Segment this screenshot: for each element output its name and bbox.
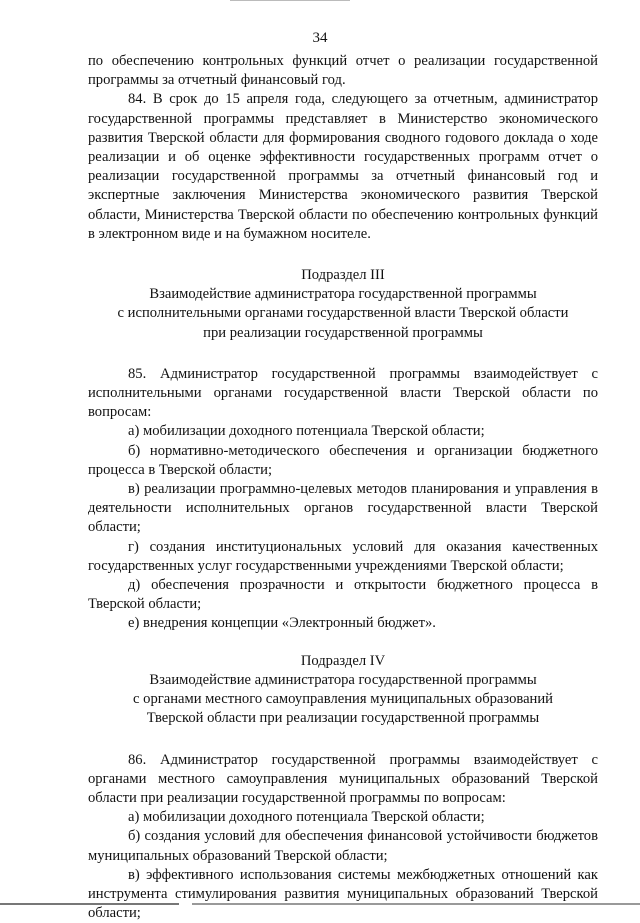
paragraph-84: 84. В срок до 15 апреля года, следующего за отчетным, администратор государственной программы представляет в Министерство экономического развития Тверской области для формирования сводного годового доклада о ходе реализации и об оценке эффективности государственных программ отчет о реализации государственной программы за отчетный финансовый год и экспертные заключения Министерства экономического развития Тверской области, Министерства Тверской области по обеспечению контрольных функций в электронном виде и на бумажном носителе.	[88, 91, 598, 242]
paragraph-85-intro: 85. Администратор государственной программы взаимодействует с исполнительными органами государственной власти Тверской области по вопросам:	[88, 365, 598, 421]
scan-edge-top	[230, 0, 350, 1]
subsection-3-title: Подраздел III	[301, 267, 385, 284]
subsection-4-line-3: Тверской области при реализации государственной программы	[146, 710, 540, 727]
subsection-4-line-2: с органами местного самоуправления муниципальных образований	[133, 691, 553, 708]
document-body	[88, 52, 598, 923]
page-number: 34	[312, 30, 328, 46]
subsection-3-line-1: Взаимодействие администратора государственной программы	[149, 286, 537, 303]
subsection-3-line-3: при реализации государственной программы	[203, 324, 483, 341]
subsection-4-heading	[88, 652, 598, 729]
paragraph-86-item-b: б) создания условий для обеспечения финансовой устойчивости бюджетов муниципальных образований Тверской области;	[88, 828, 598, 864]
paragraph-85-item-d: д) обеспечения прозрачности и открытости бюджетного процесса в Тверской области;	[88, 577, 598, 613]
paragraph-85-item-e: е) внедрения концепции «Электронный бюджет».	[128, 615, 436, 632]
subsection-4-title: Подраздел IV	[300, 652, 386, 669]
subsection-3-heading	[88, 266, 598, 343]
paragraph-86-item-a: а) мобилизации доходного потенциала Тверской области;	[128, 809, 485, 826]
paragraph-85-item-v: в) реализации программно-целевых методов планирования и управления в деятельности исполнительных органов государственной власти Тверской области;	[88, 481, 598, 536]
paragraph-85-item-b: б) нормативно-методического обеспечения и организации бюджетного процесса в Тверской области;	[88, 442, 598, 478]
subsection-3-line-2: с исполнительными органами государственной власти Тверской области	[117, 305, 569, 322]
subsection-4-line-1: Взаимодействие администратора государственной программы	[149, 671, 537, 688]
paragraph-85-item-a: а) мобилизации доходного потенциала Тверской области;	[128, 423, 485, 440]
paragraph-85-item-g: г) создания институциональных условий для оказания качественных государственных услуг государственными учреждениями Тверской области;	[88, 538, 598, 574]
paragraph-86-item-v: в) эффективного использования системы межбюджетных отношений как инструмента стимулирования развития муниципальных образований Тверской области;	[88, 866, 598, 922]
paragraph-86-intro: 86. Администратор государственной программы взаимодействует с органами местного самоуправления муниципальных образований Тверской области при реализации государственной программы по вопросам:	[88, 751, 598, 806]
paragraph-83-continuation: по обеспечению контрольных функций отчет о реализации государственной программы за отчетный финансовый год.	[88, 53, 598, 89]
